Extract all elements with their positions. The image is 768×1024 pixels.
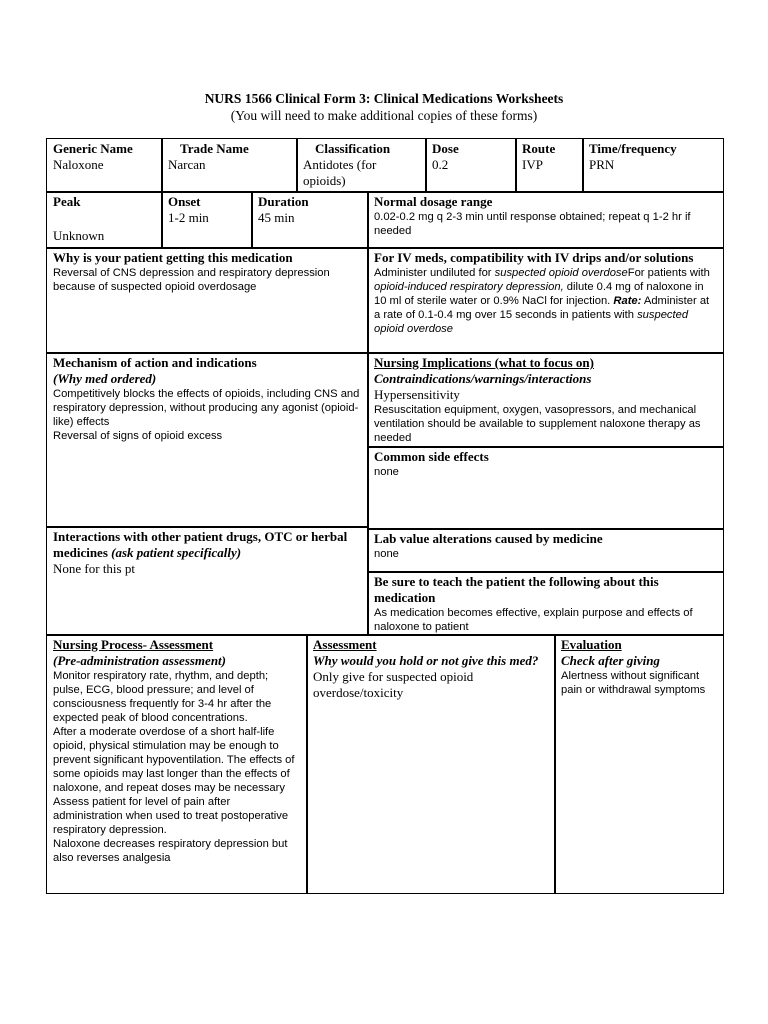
evaluation-sublabel: Check after giving [561,653,660,668]
generic-name-label: Generic Name [53,141,133,156]
lab-values-value: none [374,548,399,560]
duration-cell [251,191,369,249]
teach-value: As medication becomes effective, explain purpose and effects of naloxone to patient [374,607,693,633]
page-title: NURS 1566 Clinical Form 3: Clinical Medications Worksheets [204,91,564,106]
why-label: Why is your patient getting this medication [53,250,293,265]
nursing-process-para-2: After a moderate overdose of a short half-life opioid, physical stimulation may be enough to prevent significant hypoventilation. The effects of some opioids may last longer than the effects of naloxone, and repeat doses may be necessary [53,726,295,794]
iv-compatibility-cell [367,247,724,354]
contraindication-value: Hypersensitivity [374,387,460,402]
nursing-implications-sublabel: Contraindications/warnings/interactions [374,371,592,386]
time-frequency-value: PRN [589,157,615,172]
route-cell [515,138,584,193]
duration-label: Duration [258,194,309,209]
evaluation-cell [554,634,724,894]
mechanism-value-2: Reversal of signs of opioid excess [53,430,223,442]
nursing-process-sublabel: (Pre-administration assessment) [53,653,226,668]
mechanism-label: Mechanism of action and indications [53,355,257,370]
assessment-sublabel: Why would you hold or not give this med? [313,653,539,668]
peak-value: Unknown [53,228,105,243]
side-effects-label: Common side effects [374,449,489,464]
lab-values-cell [367,528,724,573]
nursing-implications-cell [367,352,724,448]
time-frequency-cell [582,138,724,193]
side-effects-cell [367,446,724,530]
generic-name-value: Naloxone [53,157,104,172]
normal-dosage-label: Normal dosage range [374,194,493,209]
nursing-implications-value: Resuscitation equipment, oxygen, vasopressors, and mechanical ventilation should be available to supplement naloxone therapy as needed [374,404,701,444]
nursing-process-para-1: Monitor respiratory rate, rhythm, and depth; pulse, ECG, blood pressure; and level of consciousness frequently for 3-4 hr after the expected peak of blood concentrations. [53,670,272,724]
lab-values-label: Lab value alterations caused by medicine [374,531,603,546]
classification-label: Classification [315,141,391,156]
time-frequency-label: Time/frequency [589,141,677,156]
onset-value: 1-2 min [168,210,209,225]
evaluation-label: Evaluation [561,637,622,652]
dose-cell [425,138,517,193]
interactions-cell [46,526,369,636]
nursing-process-cell [46,634,308,894]
nursing-implications-label: Nursing Implications (what to focus on) [374,355,594,370]
side-effects-value: none [374,466,399,478]
generic-name-cell [46,138,163,193]
onset-label: Onset [168,194,201,209]
teach-label: Be sure to teach the patient the following about this medication [374,574,659,605]
trade-name-label: Trade Name [180,141,249,156]
normal-dosage-cell [367,191,724,249]
classification-value: Antidotes (for opioids) [303,157,377,188]
route-value: IVP [522,157,543,172]
trade-name-value: Narcan [168,157,206,172]
interactions-value: None for this pt [53,561,135,576]
nursing-process-para-4: Naloxone decreases respiratory depression but also reverses analgesia [53,838,288,864]
assessment-cell [306,634,556,894]
evaluation-value: Alertness without significant pain or withdrawal symptoms [561,670,706,696]
peak-cell [46,191,163,249]
trade-name-cell [161,138,298,193]
page-subtitle: (You will need to make additional copies of these forms) [230,108,538,123]
classification-cell [296,138,427,193]
peak-label: Peak [53,194,81,209]
onset-cell [161,191,253,249]
nursing-process-para-3: Assess patient for level of pain after administration when used to treat postoperative respiratory depression. [53,796,289,836]
why-value: Reversal of CNS depression and respiratory depression because of suspected opioid overdosage [53,267,330,293]
mechanism-value: Competitively blocks the effects of opioids, including CNS and respiratory depression, without producing any agonist (opioid-like) effects [53,388,360,428]
why-cell [46,247,369,354]
interactions-label: Interactions with other patient drugs, OTC or herbal medicines (ask patient specifically) [53,529,348,560]
normal-dosage-value: 0.02-0.2 mg q 2-3 min until response obtained; repeat q 1-2 hr if needed [374,211,691,237]
iv-compatibility-label: For IV meds, compatibility with IV drips and/or solutions [374,250,694,265]
route-label: Route [522,141,556,156]
page-header [0,90,768,124]
iv-compatibility-value: Administer undiluted for suspected opioid overdoseFor patients with opioid-induced respiratory depression, dilute 0.4 mg of naloxone in 10 ml of sterile water or 0.9% NaCl for injection. Rate: Administer at a rate of 0.1-0.4 mg over 15 seconds in patients with suspected opioid overdose [374,267,710,335]
dose-label: Dose [432,141,459,156]
assessment-label: Assessment [313,637,377,652]
assessment-value: Only give for suspected opioid overdose/toxicity [313,669,474,700]
mechanism-sublabel: (Why med ordered) [53,371,157,386]
dose-value: 0.2 [432,157,449,172]
duration-value: 45 min [258,210,295,225]
teach-cell [367,571,724,636]
mechanism-cell [46,352,369,528]
nursing-process-label: Nursing Process- Assessment [53,637,214,652]
